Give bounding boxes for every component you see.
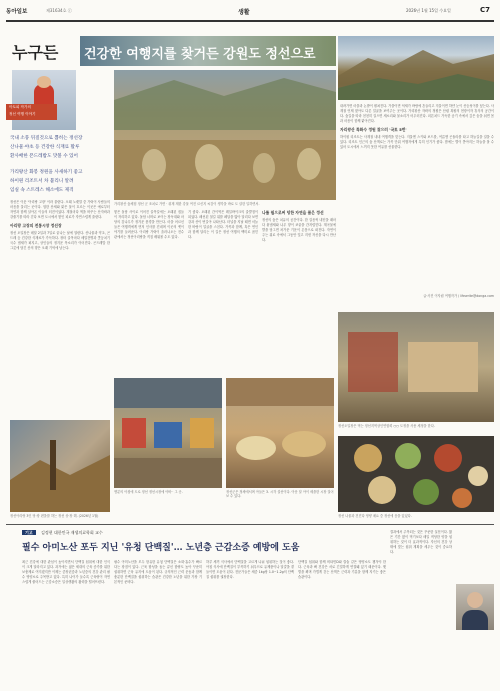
contribution-author: 김정현 대한민국 재생의료학회 교수	[41, 530, 103, 535]
lead-line: 하이원 리조트서 차 불리니 알려	[10, 179, 74, 184]
contribution-column-1: 최근 건강에 대한 관심이 높아지면서 단백질 섭취에 대한 인식이 크게 달라지고 있다. 과거에는 젊은 세대의 근육 증가를 위한 보충제로 여겨졌지만 이제는 중장년층과 노년층의 건강 관리 필수 영양소로 주목받고 있다. 특히 나이가 들수록 근육량이 자연스럽게 줄어드는 근감소증은 일상생활의 활력을 떨어뜨린다.	[22, 560, 110, 584]
section-divider	[6, 524, 494, 525]
author-portrait-photo	[12, 70, 76, 130]
body-column-3: 기 좋다. 오래된 간이역은 레일바이크의 출발점이 되었다. 폐선된 철길 위를 페달을 밟아 달리다 보면 강과 산이 번갈아 나타난다. 터널을 지날 때면 서늘한 바람이 얼굴을 스친다. 가족과 함께, 혹은 연인과 함께 달리는 이 길은 정선 여행의 백미로 꼽힌다.	[188, 210, 258, 239]
photo-caption: 정선아리랑 3인 당·장 편을를 하는 정선 상·장 해. (2026년 1월)	[10, 514, 99, 518]
author-badge	[6, 104, 57, 120]
photo-caption: 정선 나물과 건진다 영양 매요 중 정선에 음을 있었다.	[338, 514, 412, 518]
masthead-divider	[6, 20, 494, 22]
headline-banner-photo	[80, 36, 336, 66]
headshot-suit	[462, 610, 488, 630]
body-column-1: 정선은 이웃 '아리랑 고장' 이라 불린다. 오래 노랫말 중 가락이 사람들의 마음을 울리는 곳이다. 험한 산세와 맑은 물이 흐르는 이곳은 예로부터 자연과 함께 살아온 이들의 터전이었다. 계절마다 색을 바꾸는 산자락과 강줄기를 따라 걷다 보면 도시에서 쌓인 피로가 자연스럽게 풀린다. 아리랑 고장의 전통시장 정선장 정선 오일장은 매달 2일과 7일로 끝나는 날에 열린다. 산나물과 약초, 곤드레 등 건강한 식재료가 가득하다. 장터 골목마다 메밀전병과 콧등치기국수 냄새가 퍼지고, 상인들의 정겨운 목소리가 이어진다. 곤드레밥 한 그릇에 담긴 산의 향은 오래 기억에 남는다.	[10, 200, 110, 250]
photo-caption: 정선오일장은 먹는 정선지역상인연합회 ○○ 도정을 사용 세정을 한다.	[338, 424, 435, 428]
body-column-4: 나를 필으로써 덩한 자연을 품은 정선 정선의 숲은 치유의 공간이다. 한 걸음씩 내딛을 때마다 흙냄새와 나무 향이 코끝을 간지럽힌다. 계곡물에 발을 담그면 차가운 기운이 온몸으로 퍼진다. 자연이 주는 위로 속에서 그동안 잊고 지낸 자신을 다시 만난다.	[262, 210, 336, 242]
masthead	[6, 5, 494, 19]
body-column-5: 내려가면 마을과 논밭이 펼쳐진다. 가을이면 억새가 바람에 흔들리고 겨울이면 하얀 눈이 산등성이를 덮는다. 사계절 언제 찾아도 다른 얼굴을 보여주는 곳이다. 가리왕산 자락의 정원은 산림 복원의 현장이자 휴식의 공간이다. 숲길을 따라 천천히 걸으면 새소리와 물소리가 어우러진다. 피톤치드 가득한 공기 속에서 깊은 숨을 쉬면 몸과 마음이 함께 맑아진다. 자리왕산 특화수 정원 찾으러 '국토 5번' 하이원 리조트는 사계절 내내 여행객을 맞는다. 겨울엔 스키와 보드를, 여름엔 곤돌라를 타고 하늘길을 걸을 수 있다. 리조트 인근의 숲 산책로는 가족 단위 여행자에게 특히 인기가 좋다. 밤에는 별이 쏟아지는 하늘을 볼 수 있어 도시에서 느끼지 못한 여유를 선물한다.	[340, 104, 494, 149]
author-headshot	[456, 584, 494, 630]
autumn-trail-photo	[10, 420, 110, 512]
section-title: 생활	[238, 9, 250, 16]
author-badge-line2: 정선 여행 이야기	[9, 112, 36, 116]
caption-filler	[114, 500, 334, 520]
lead-line: 임실 속 스트레스 해소에도 제격	[10, 188, 74, 193]
lead-line: 국내 소풍 뒤질것으로 뽑히는 정선장	[10, 136, 83, 141]
photo-caption: 정선군은 정체에서며 아들은 3. 시각 설선이다. 아문 달 아이 세을한 시장 걸어보 수 있다.	[226, 490, 334, 498]
hiker-head	[37, 76, 51, 88]
subhead-2: 나를 필으로써 덩한 자연을 품은 정선	[262, 210, 324, 215]
mountain-landscape-photo	[338, 36, 494, 100]
lead-line: 가리왕산 화봉 정원을 사새하기 좋고	[10, 170, 83, 175]
contribution-column-3: 하루 세끼 식사에서 단백질을 고르게 나눠 섭취하는 것이 좋다. 아침 식사에 단백질이 부족하기 쉬우므로 유제품이나 달걀을 곁들이면 도움이 된다. 전문가들은 체중 1kg당 1.0~1.2g의 단백질 섭취를 권장한다.	[206, 560, 294, 579]
lead-line: 산나물·야초 등 건강한 식재료 활루	[10, 145, 80, 150]
village-field-photo	[114, 70, 336, 200]
page-number: C7	[480, 6, 491, 14]
market-street-photo	[114, 378, 222, 488]
edition-number: 제31634호 ⓒ	[46, 8, 72, 13]
article-byline: 글·사진 이자림 여행작가 / lifewrite@donga.com	[423, 294, 494, 298]
restaurant-photo	[338, 312, 494, 422]
contribution-column-5: 결과에서 주목되는 것은 꾸준한 실천이다. 짧은 기간 많이 먹기보다 매일 적당한 양을 섭취하는 것이 더 효과적이다. 자신의 건강 상태에 맞는 섭취 계획을 세우는 것이 중요하다.	[390, 530, 452, 554]
lead-paragraph	[10, 134, 110, 161]
contribution-column-2: 필수 아미노산을 모두 함유한 유청 단백질은 소화·흡수가 빠르다는 장점이 있다. 근육 합성을 돕는 류신 함량도 높아 꾸준히 섭취하면 근육 유지에 도움이 된다. 규칙적인 근력 운동과 함께 충분한 단백질을 섭취하는 습관은 건강한 노년을 위한 가장 기본적인 준비다.	[114, 560, 202, 584]
contribution-header	[22, 530, 103, 536]
headshot-face	[467, 592, 483, 608]
lead-line: 환사배한 폰드레밥도 맛볼 수 있어	[10, 154, 78, 159]
photo-caption: 가리왕산 숲체험 정선 군 조치로 가면 · 취재 재한 강물 여전 르신지 씨감이 생각을 바로 도 살한 일하면서.	[114, 202, 260, 206]
body-column-2: 쌓은 돌담 사이로 이어진 골목길에는 오래된 집들이 자리하고 있다. 돌담 너머로 보이는 장독대와 마당의 감나무가 정겨운 풍경을 만든다. 마을 어르신들은 여행객에게 먼저 인사를 건네며 이곳의 옛이야기를 들려준다. 아리랑 가락이 흘러나오는 전수관에서는 정선아리랑을 직접 배워볼 수도 있다.	[114, 210, 184, 239]
korean-dishes-photo	[338, 436, 494, 512]
newspaper-logo: 동아일보	[6, 9, 28, 15]
author-badge-line1: 아토피 작가의	[9, 105, 31, 109]
contribution-column-4: 단백질 섭취와 함께 비타민D와 칼슘 같은 영양소도 챙겨야 한다. 근육과 뼈 건강은 서로 긴밀하게 연결돼 있기 때문이다. 햇볕을 쬐며 가볍게 걷는 산책은 근력과 기분을 함께 지키는 좋은 습관이다.	[298, 560, 386, 579]
lead-paragraph-2	[10, 168, 110, 195]
issue-date: 2026년 1월 15일 수요일	[406, 8, 451, 13]
food-stall-photo	[226, 378, 334, 488]
contribution-headline: 필수 아미노산 포두 지닌 '유청 단백질'… 노년층 근감소증 예방에 도움	[22, 543, 300, 553]
headline-center: 건강한 여행지를 찾거든 강원도 정선으로	[84, 47, 316, 62]
subhead-1: 아리랑 고장의 전통시장 정선장	[10, 223, 62, 228]
subhead-3: 자리왕산 특화수 정원 찾으러 '국토 5번'	[340, 127, 407, 132]
photo-caption: 엔분의 아침에 도로 정선 정선시장에 아바 · 그 곳.	[114, 490, 183, 494]
contribution-badge: 기고	[22, 530, 36, 535]
headline-left: 누구든	[12, 43, 59, 62]
